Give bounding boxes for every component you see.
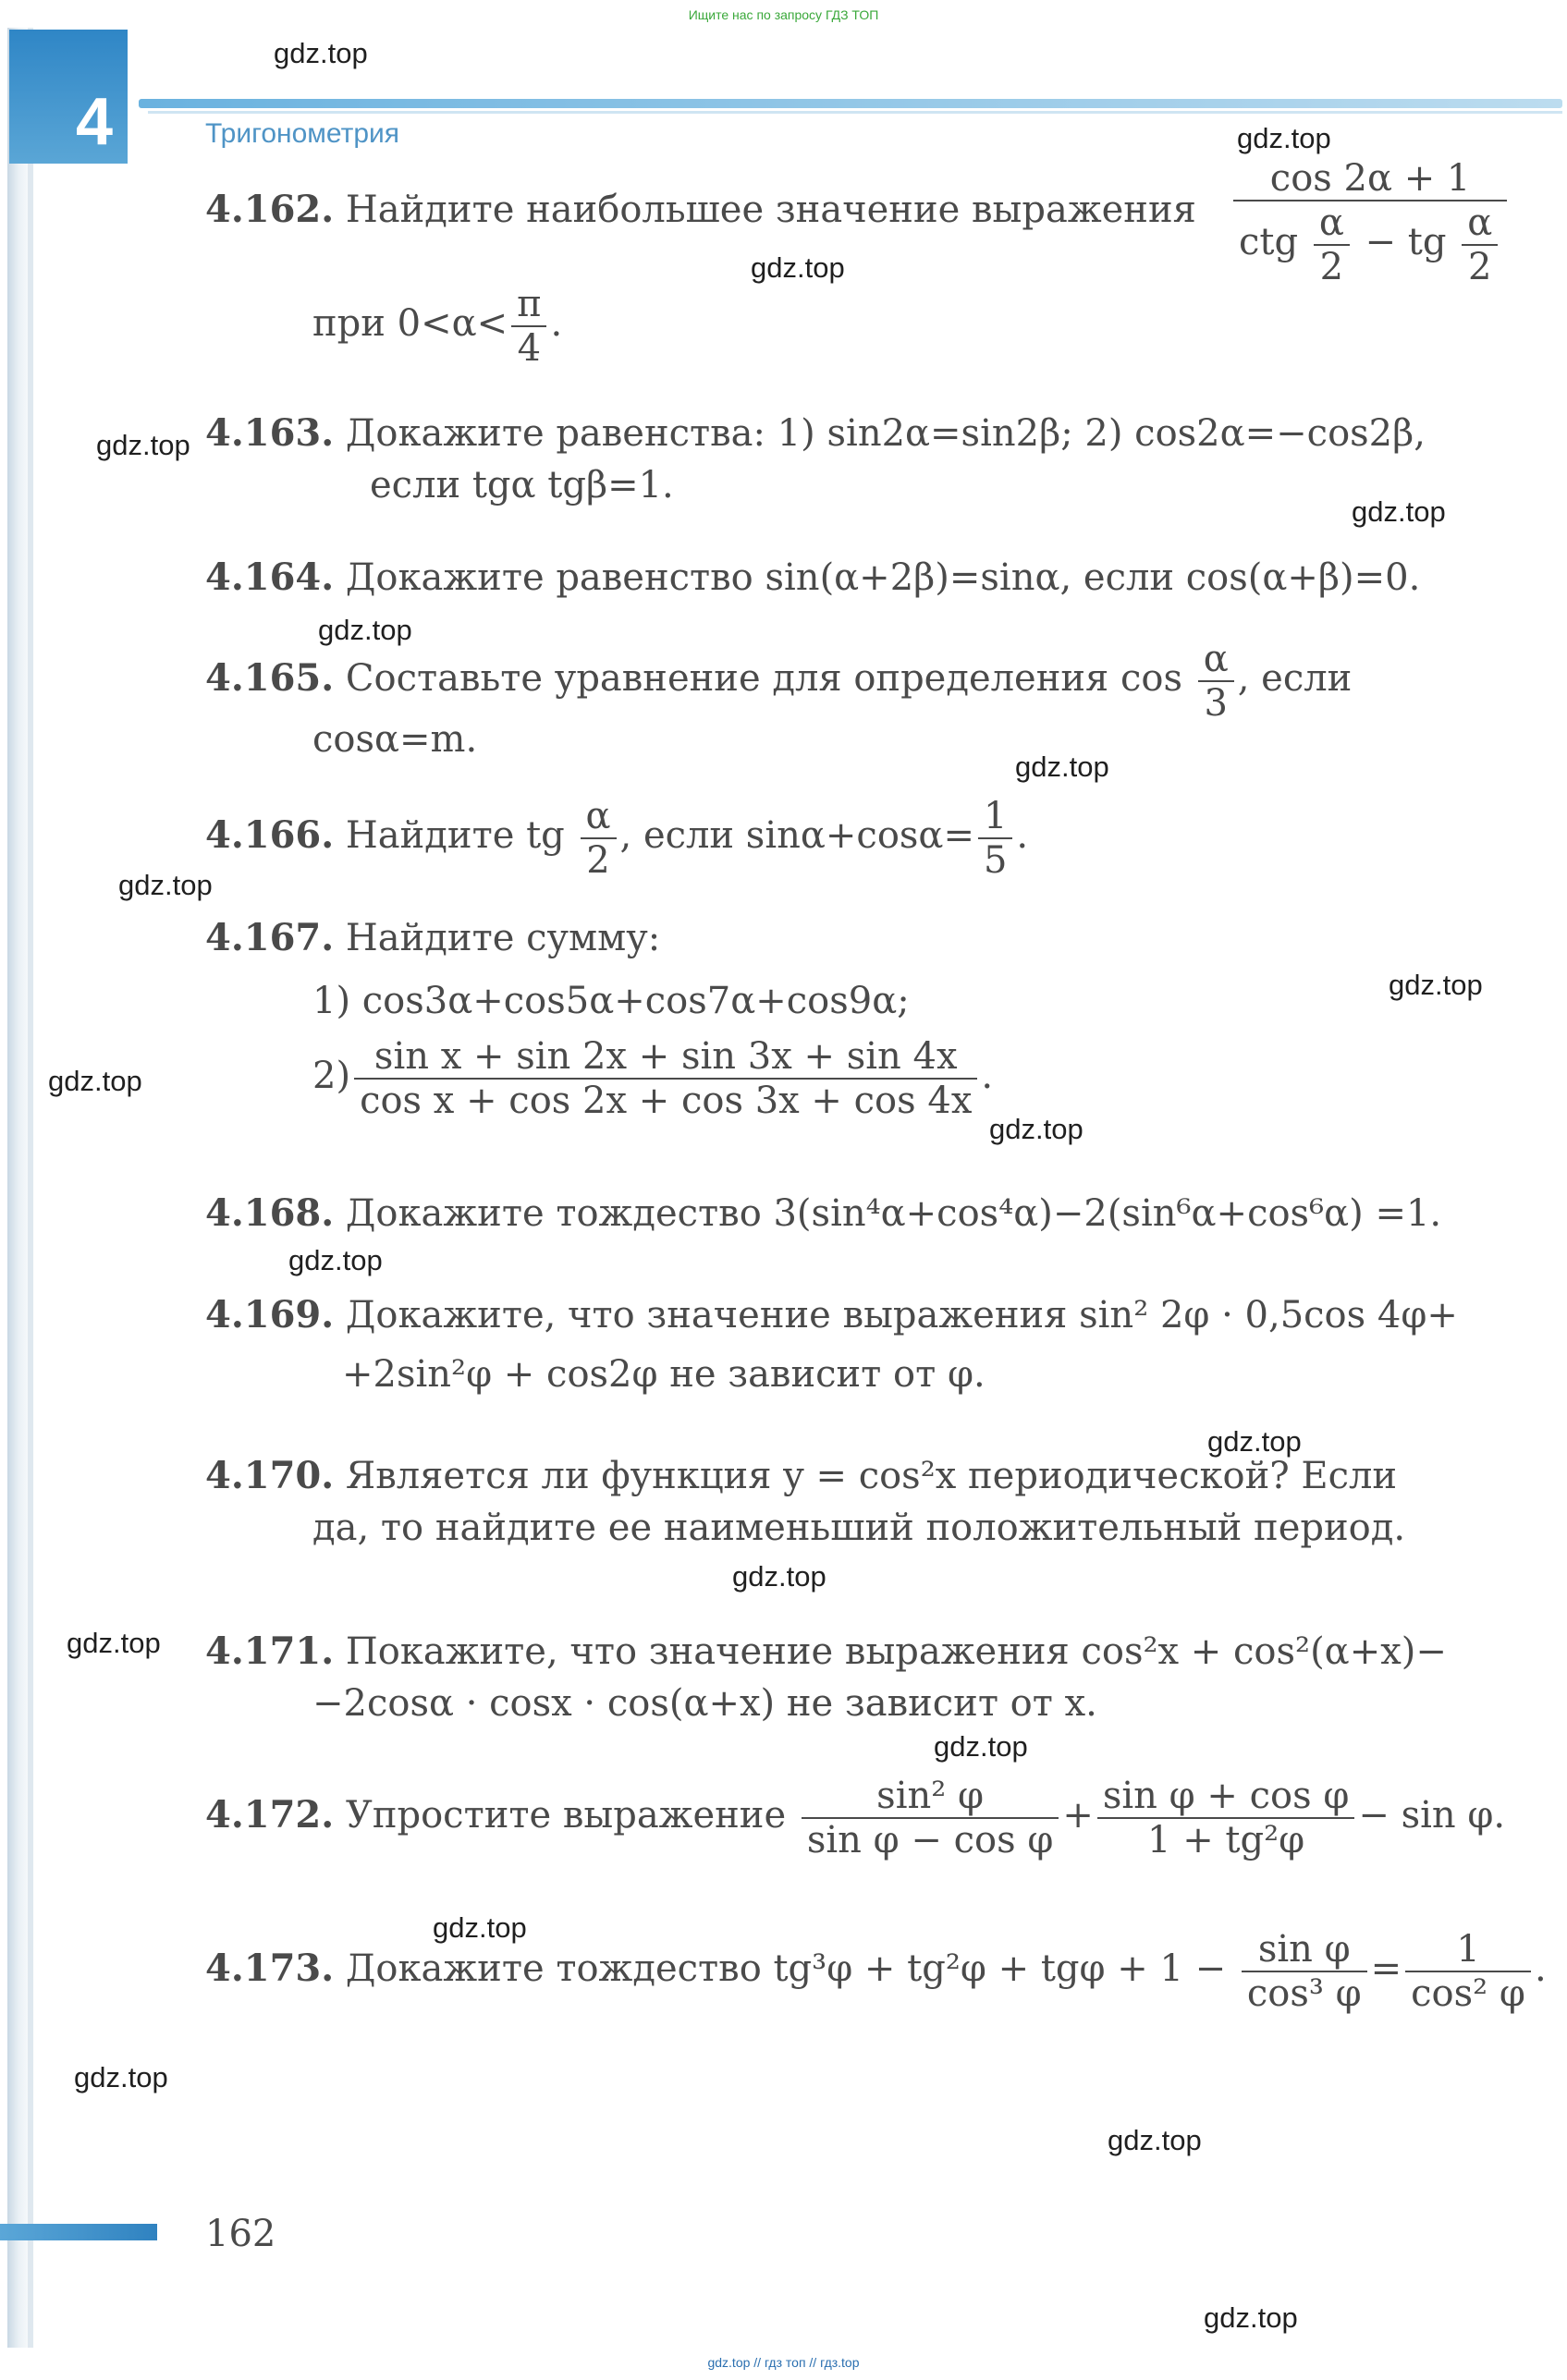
watermark: gdz.top bbox=[288, 1244, 383, 1276]
fraction: $\frac{1}{\text{cos² φ}}$ bbox=[1405, 1928, 1531, 2015]
watermark: gdz.top bbox=[67, 1627, 161, 1659]
fraction: $\frac{\alpha}{2}$ bbox=[581, 795, 617, 882]
problem-text: Найдите tg bbox=[345, 814, 565, 857]
problem-4-168 bbox=[205, 1190, 1441, 1237]
watermark: gdz.top bbox=[1389, 969, 1483, 1001]
problem-4-170-line2: да, то найдите ее наименьший положительный период. bbox=[312, 1507, 1406, 1549]
pi-over-4: $\frac{\pi}{4}$ bbox=[511, 283, 546, 370]
problem-text: Докажите равенства: 1) sin2α=sin2β; 2) cos2α=−cos2β, bbox=[345, 412, 1426, 455]
problem-4-167-item1: 1) cos3α+cos5α+cos7α+cos9α; bbox=[312, 980, 910, 1022]
problem-4-165-line2: cosα=m. bbox=[312, 718, 478, 761]
problem-4-171-line2: −2cosα · cosx · cos(α+x) не зависит от x. bbox=[312, 1682, 1097, 1725]
fraction bbox=[1233, 157, 1507, 288]
problem-number: 4.170. bbox=[205, 1454, 335, 1497]
page-number: 162 bbox=[205, 2213, 276, 2255]
problem-number: 4.173. bbox=[205, 1947, 335, 1990]
watermark: gdz.top bbox=[989, 1113, 1083, 1145]
problem-text: Докажите тождество tg³φ + tg²φ + tgφ + 1 − bbox=[345, 1947, 1227, 1990]
problem-4-169 bbox=[205, 1292, 1458, 1338]
watermark: gdz.top bbox=[274, 37, 368, 69]
problem-number: 4.164. bbox=[205, 555, 335, 599]
problem-text: Является ли функция y = cos²x периодической? Если bbox=[345, 1455, 1398, 1497]
problem-number: 4.165. bbox=[205, 656, 335, 700]
header-rule-thin bbox=[148, 111, 1562, 114]
problem-text: Упростите выражение bbox=[345, 1794, 787, 1837]
problem-text: Покажите, что значение выражения cos²x + cos²(α+x)− bbox=[345, 1630, 1447, 1673]
problem-number: 4.171. bbox=[205, 1629, 335, 1673]
watermark: gdz.top bbox=[732, 1560, 826, 1593]
watermark: gdz.top bbox=[118, 869, 213, 901]
problem-number: 4.166. bbox=[205, 813, 335, 857]
problem-number: 4.167. bbox=[205, 916, 335, 959]
fraction: $\frac{\text{sin² φ}}{\text{sin φ − cos φ}}$ bbox=[802, 1775, 1059, 1861]
problem-number: 4.172. bbox=[205, 1793, 335, 1837]
problem-number: 4.169. bbox=[205, 1293, 335, 1336]
page-edge-line bbox=[28, 28, 33, 2348]
problem-text: Докажите равенство sin(α+2β)=sinα, если cos(α+β)=0. bbox=[345, 556, 1421, 599]
watermark: gdz.top bbox=[1237, 122, 1331, 154]
problem-4-164 bbox=[205, 555, 1420, 601]
problem-text: Найдите наибольшее значение выражения bbox=[345, 189, 1196, 231]
problem-4-163-line2: если tgα tgβ=1. bbox=[370, 464, 674, 507]
problem-4-172: 4.172. Упростите выражение $\frac{\text{sin² φ}}{\text{sin φ − cos φ}}$ + $\frac{\text{sin φ + cos φ}}{\text{1 + tg²φ}}$ − sin φ. bbox=[205, 1775, 1506, 1861]
condition-text: при 0<α< bbox=[312, 302, 508, 345]
fraction: $\frac{\text{sin φ}}{\text{cos³ φ}}$ bbox=[1242, 1928, 1367, 2015]
chapter-number: 4 bbox=[76, 85, 114, 159]
problem-number: 4.162. bbox=[205, 188, 335, 231]
problem-4-162-fraction bbox=[1230, 157, 1511, 288]
header-rule bbox=[139, 99, 1562, 108]
problem-4-167-item2: 2) $\frac{\text{sin x + sin 2x + sin 3x + sin 4x}}{\text{cos x + cos 2x + cos 3x + cos 4x}}$ . bbox=[312, 1035, 994, 1122]
watermark: gdz.top bbox=[1207, 1425, 1302, 1458]
chapter-title: Тригонометрия bbox=[205, 118, 400, 149]
watermark: gdz.top bbox=[1204, 2301, 1298, 2334]
numerator: cos 2α + 1 bbox=[1233, 157, 1507, 201]
problem-text: Докажите тождество 3(sin⁴α+cos⁴α)−2(sin⁶α+cos⁶α) =1. bbox=[345, 1192, 1442, 1235]
watermark: gdz.top bbox=[74, 2061, 168, 2093]
watermark: gdz.top bbox=[1108, 2124, 1202, 2156]
problem-4-170 bbox=[205, 1453, 1397, 1499]
problem-text: Составьте уравнение для определения cos bbox=[345, 657, 1183, 700]
problem-4-171 bbox=[205, 1629, 1447, 1675]
watermark: gdz.top bbox=[96, 429, 190, 461]
footer-bar bbox=[0, 2224, 157, 2240]
watermark: gdz.top bbox=[318, 614, 412, 646]
watermark: gdz.top bbox=[934, 1730, 1028, 1763]
problem-text: Найдите сумму: bbox=[345, 917, 661, 959]
watermark: gdz.top bbox=[433, 1911, 527, 1944]
problem-number: 4.163. bbox=[205, 411, 335, 455]
problem-4-165: 4.165. Составьте уравнение для определения cos $\frac{\alpha}{3}$ , если bbox=[205, 638, 1353, 725]
problem-text: Докажите, что значение выражения sin² 2φ · 0,5cos 4φ+ bbox=[345, 1294, 1458, 1336]
denominator: ctg $\frac{\alpha}{2}$ − tg $\frac{\alpha}{2}$ bbox=[1233, 201, 1507, 288]
watermark: gdz.top bbox=[751, 251, 845, 284]
problem-number: 4.168. bbox=[205, 1191, 335, 1235]
fraction: $\frac{\alpha}{3}$ bbox=[1198, 638, 1234, 725]
watermark: gdz.top bbox=[1015, 751, 1109, 783]
fraction: $\frac{\text{sin φ + cos φ}}{\text{1 + tg²φ}}$ bbox=[1097, 1775, 1354, 1861]
problem-4-167 bbox=[205, 915, 660, 961]
watermark: gdz.top bbox=[48, 1065, 142, 1097]
problem-4-162-condition: при 0<α< $\frac{\pi}{4}$ . bbox=[312, 283, 563, 370]
fraction: $\frac{\text{sin x + sin 2x + sin 3x + sin 4x}}{\text{cos x + cos 2x + cos 3x + cos 4x}}$ bbox=[354, 1035, 977, 1122]
fraction: $\frac{1}{5}$ bbox=[978, 795, 1012, 882]
watermark: gdz.top bbox=[1352, 495, 1446, 528]
footer-note: gdz.top // гдз топ // гдз.top bbox=[707, 2355, 860, 2370]
search-hint: Ищите нас по запросу ГДЗ ТОП bbox=[688, 7, 879, 22]
problem-4-173: 4.173. Докажите тождество tg³φ + tg²φ + tgφ + 1 − $\frac{\text{sin φ}}{\text{cos³ φ}}$ = $\frac{1}{\text{cos² φ}}$ . bbox=[205, 1928, 1547, 2015]
problem-4-169-line2: +2sin²φ + cos2φ не зависит от φ. bbox=[342, 1353, 985, 1396]
problem-4-163 bbox=[205, 410, 1426, 457]
problem-4-162 bbox=[205, 187, 1196, 233]
problem-4-166: 4.166. Найдите tg $\frac{\alpha}{2}$ , если sinα+cosα= $\frac{1}{5}$ . bbox=[205, 795, 1029, 882]
